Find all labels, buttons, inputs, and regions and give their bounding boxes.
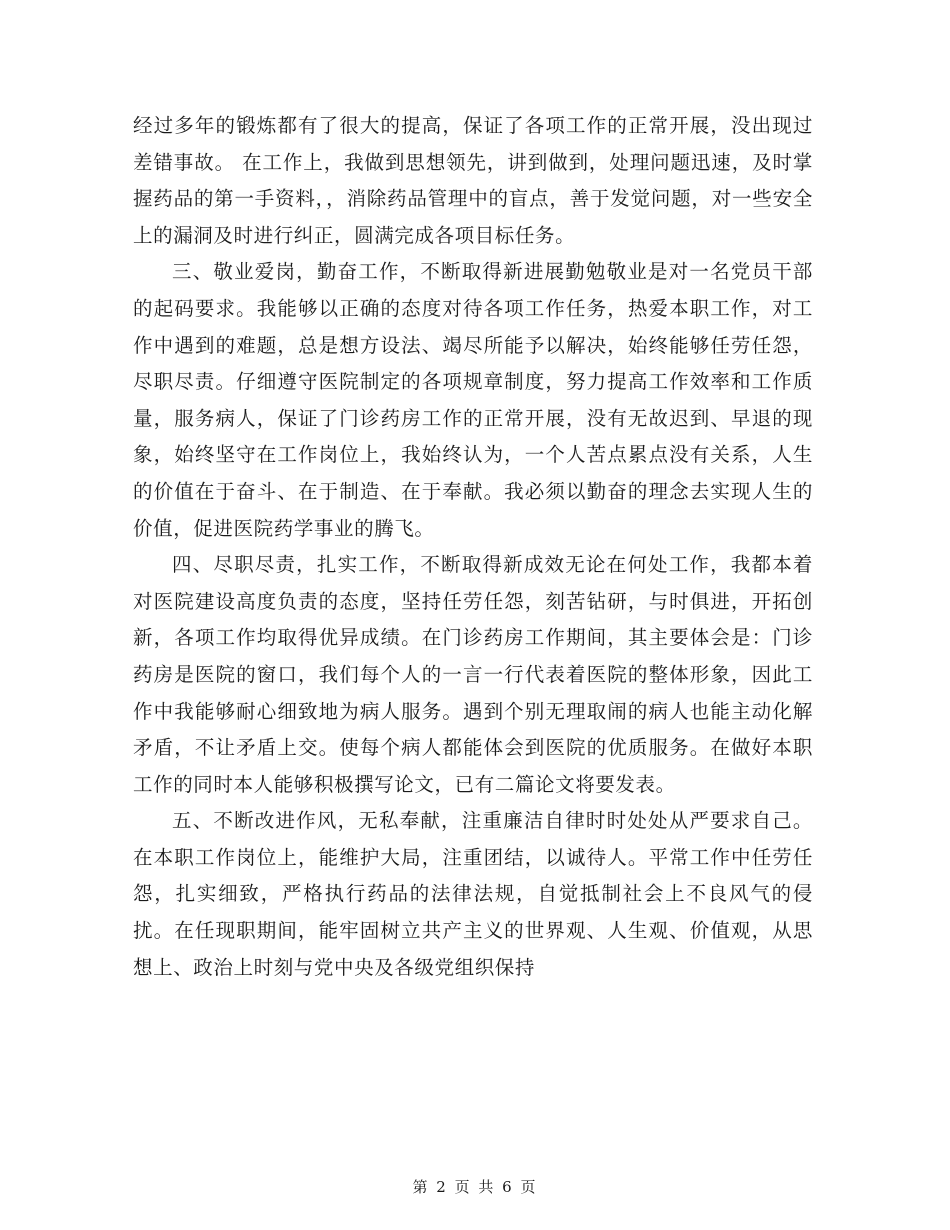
document-body bbox=[133, 108, 813, 986]
paragraph-continuation: 经过多年的锻炼都有了很大的提高，保证了各项工作的正常开展，没出现过差错事故。 在工作上，我做到思想领先，讲到做到，处理问题迅速，及时掌握药品的第一手资料，，消除药品管理中的盲点，善于发觉问题，对一些安全上的漏洞及时进行纠正，圆满完成各项目标任务。 bbox=[133, 114, 813, 247]
page-number-footer: 第 2 页 共 6 页 bbox=[412, 1178, 538, 1196]
paragraph-section-three: 三、敬业爱岗，勤奋工作，不断取得新进展勤勉敬业是对一名党员干部的起码要求。我能够以正确的态度对待各项工作任务，热爱本职工作，对工作中遇到的难题，总是想方设法、竭尽所能予以解决，始终能够任劳任怨，尽职尽责。仔细遵守医院制定的各项规章制度，努力提高工作效率和工作质量，服务病人，保证了门诊药房工作的正常开展，没有无故迟到、早退的现象，始终坚守在工作岗位上，我始终认为，一个人苦点累点没有关系，人生的价值在于奋斗、在于制造、在于奉献。我必须以勤奋的理念去实现人生的价值，促进医院药学事业的腾飞。 bbox=[133, 260, 813, 540]
paragraph-section-four: 四、尽职尽责，扎实工作，不断取得新成效无论在何处工作，我都本着对医院建设高度负责的态度，坚持任劳任怨，刻苦钻研，与时俱进，开拓创新，各项工作均取得优异成绩。在门诊药房工作期间，其主要体会是：门诊药房是医院的窗口，我们每个人的一言一行代表着医院的整体形象，因此工作中我能够耐心细致地为病人服务。遇到个别无理取闹的病人也能主动化解矛盾，不让矛盾上交。使每个病人都能体会到医院的优质服务。在做好本职工作的同时本人能够积极撰写论文，已有二篇论文将要发表。 bbox=[133, 553, 813, 796]
paragraph-section-five: 五、不断改进作风，无私奉献，注重廉洁自律时时处处从严要求自己。在本职工作岗位上，能维护大局，注重团结，以诚待人。平常工作中任劳任怨，扎实细致，严格执行药品的法律法规，自觉抵制社会上不良风气的侵扰。在任现职期间，能牢固树立共产主义的世界观、人生观、价值观，从思想上、政治上时刻与党中央及各级党组织保持 bbox=[133, 809, 813, 979]
